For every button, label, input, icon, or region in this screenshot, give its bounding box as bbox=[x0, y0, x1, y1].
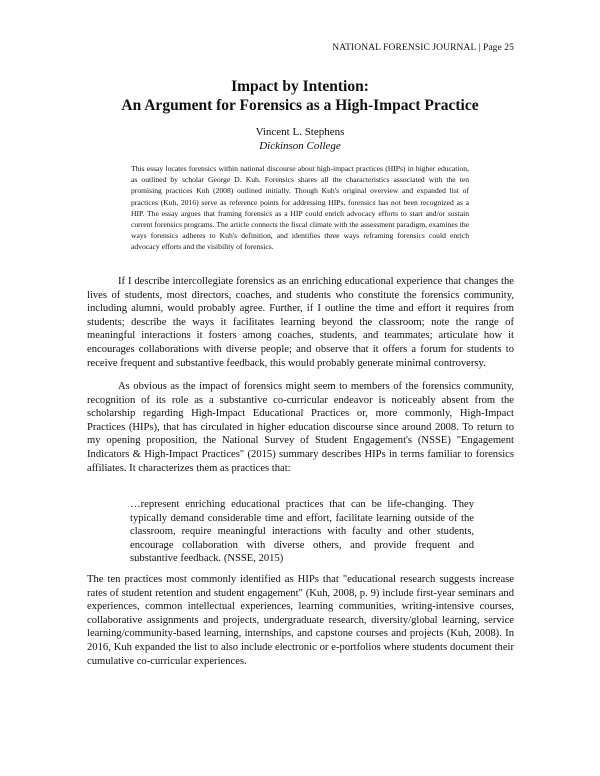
paragraph-text: If I describe intercollegiate forensics as an enriching educational experience that changes the lives of students, most directors, coaches, and students who constitute the forensics community, including alumni, would probably agree. Further, if I outline the time and effort it requires from students; describe the ways it facilitates learning beyond the classroom; note the range of meaningful interactions it fosters among coaches, students, and teammates; articulate how it encourages collaborations with diverse people; and observe that it offers a forum for students to receive frequent and substantive feedback, this would probably generate minimal controversy. bbox=[87, 276, 514, 369]
body-paragraph-2 bbox=[87, 380, 514, 475]
title-line-2: An Argument for Forensics as a High-Impact Practice bbox=[121, 97, 479, 114]
running-head: NATIONAL FORENSIC JOURNAL | Page 25 bbox=[332, 43, 514, 53]
title-line-1: Impact by Intention: bbox=[231, 78, 369, 95]
body-paragraph-1 bbox=[87, 275, 514, 370]
article-title bbox=[0, 77, 600, 115]
paragraph-text: The ten practices most commonly identified as HIPs that "educational research suggests increase rates of student retention and student engagement" (Kuh, 2008, p. 9) include first-year seminars and experiences, common intellectual experiences, learning communities, writing-intensive courses, collaborative assignments and projects, undergraduate research, diversity/global learning, service learning/community-based learning, internships, and capstone courses and projects (Kuh, 2008). In 2016, Kuh expanded the list to also include electronic or e-portfolios where students document their cumulative co-curricular experiences. bbox=[87, 574, 514, 667]
paragraph-text: As obvious as the impact of forensics might seem to members of the forensics community, recognition of its role as a substantive co-curricular endeavor is noticeably absent from the scholarship regarding High-Impact Educational Practices or, more commonly, High-Impact Practices (HIPs), that has circulated in higher education discourse since around 2008. To return to my opening proposition, the National Survey of Student Engagement's (NSSE) "Engagement Indicators & High-Impact Practices" (2015) summary describes HIPs in terms familiar to forensics affiliates. It characterizes them as practices that: bbox=[87, 381, 514, 474]
block-quote: …represent enriching educational practices that can be life-changing. They typically demand considerable time and effort, facilitate learning outside of the classroom, require meaningful interactions with faculty and other students, encourage collaboration with diverse others, and provide frequent and substantive feedback. (NSSE, 2015) bbox=[130, 499, 474, 565]
body-paragraph-3 bbox=[87, 573, 514, 668]
abstract: This essay locates forensics within national discourse about high-impact practices (HIPs) in higher education, as outlined by scholar George D. Kuh. Forensics shares all the characteristics associated with the ten promising practices Kuh (2008) outlined initially. Though Kuh's original overview and expanded list of practices (Kuh, 2016) serve as reference points for addressing HIPs, forensics has not been recognized as a HIP. The essay argues that framing forensics as a HIP could enrich advocacy efforts to start and/or sustain current forensics programs. The article connects the fiscal climate with the assessment paradigm, examines the ways forensics adheres to Kuh's definition, and identifies three ways reframing forensics could enrich advocacy efforts and the visibility of forensics. bbox=[131, 164, 469, 252]
author-name: Vincent L. Stephens bbox=[255, 126, 345, 138]
author-block bbox=[0, 126, 600, 153]
author-affiliation: Dickinson College bbox=[259, 139, 341, 152]
